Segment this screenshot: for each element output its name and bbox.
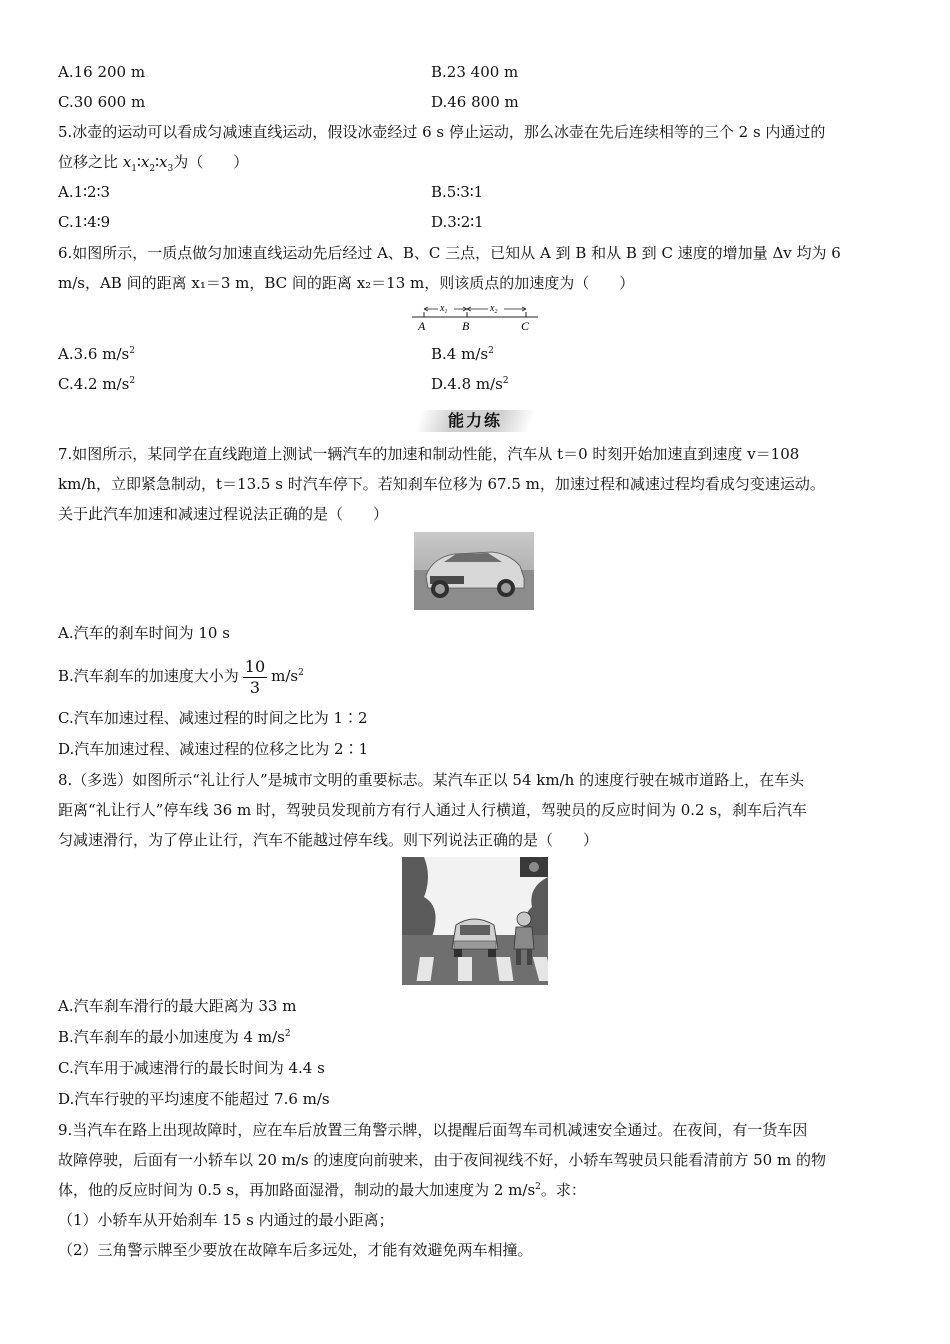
q5-options-row-2 [58,211,888,233]
q7-fraction: $\frac{10}{3}$ [244,656,266,697]
q5-stem-line-2: 位移之比 $x_1∶x_2∶x_3$为（ ） [58,153,249,174]
q9-stem-line-1: 9.当汽车在路上出现故障时，应在车后放置三角警示牌，以提醒后面驾车司机减速安全通过。在夜间，有一货车因 [58,1121,808,1139]
q4-options-row-1 [58,61,888,83]
q4-option-c: C.30 600 m [58,93,146,111]
q6-option-a: A.3.6 $m/s^2$ [58,345,135,363]
q7-option-b: B.汽车刹车的加速度大小为 $\frac{10}{3}$ $m/s^2$ [58,656,304,697]
q6-points-diagram [410,300,540,336]
q6-stem-line-1: 6.如图所示，一质点做匀加速直线运动先后经过 A、B、C 三点，已知从 A 到 B 和从 B 到 C 速度的增加量 Δv 均为 6 [58,244,841,262]
q7-option-a: A.汽车的刹车时间为 10 s [58,624,230,642]
q5-option-c: C.1∶4∶9 [58,213,111,231]
q6-label-x1: $x_1$ [440,303,448,315]
q5-option-d: D.3∶2∶1 [431,213,484,231]
q8-option-c: C.汽车用于减速滑行的最长时间为 4.4 s [58,1059,325,1077]
q8-option-a: A.汽车刹车滑行的最大距离为 33 m [58,997,297,1015]
q6-option-b: B.4 $m/s^2$ [431,345,494,363]
q7-option-d: D.汽车加速过程、减速过程的位移之比为 2∶1 [58,740,369,758]
q6-option-d: D.4.8 $m/s^2$ [431,375,509,393]
q8-option-d: D.汽车行驶的平均速度不能超过 7.6 m/s [58,1090,330,1108]
q6-label-b: B [462,319,470,333]
q5-option-a: A.1∶2∶3 [58,183,111,201]
q7-car-photo [414,532,534,610]
q6-options-row-2 [58,373,888,395]
q6-label-a: A [418,319,426,333]
q6-option-c: C.4.2 $m/s^2$ [58,375,136,393]
q8-stem-line-3: 匀减速滑行，为了停止让行，汽车不能越过停车线。则下列说法正确的是（ ） [58,831,599,849]
q8-stem-line-2: 距离“礼让行人”停车线 36 m 时，驾驶员发现前方有行人通过人行横道，驾驶员的反应时间为 0.2 s，刹车后汽车 [58,801,808,819]
q9-subquestion-1: （1）小轿车从开始刹车 15 s 内通过的最小距离； [58,1211,394,1229]
q5-options-row-1 [58,181,888,203]
section-header-ability: 能力练 [408,407,542,435]
q5-option-b: B.5∶3∶1 [431,183,484,201]
q8-crosswalk-illustration [402,857,548,985]
q7-stem-line-2: km/h，立即紧急制动，t＝13.5 s 时汽车停下。若知刹车位移为 67.5 m，加速过程和减速过程均看成匀变速运动。 [58,475,825,493]
q6-label-x2: $x_2$ [490,303,498,315]
q4-options-row-2 [58,91,888,113]
q6-stem-line-2: m/s，AB 间的距离 x₁＝3 m，BC 间的距离 x₂＝13 m，则该质点的加速度为（ ） [58,274,635,292]
q8-option-b: B.汽车刹车的最小加速度为 4 $m/s^2$ [58,1028,291,1046]
q6-label-c: C [521,319,530,333]
q8-stem-line-1: 8.（多选）如图所示“礼让行人”是城市文明的重要标志。某汽车正以 54 km/h 的速度行驶在城市道路上，在车头 [58,771,805,789]
q9-stem-line-2: 故障停驶，后面有一小轿车以 20 m/s 的速度向前驶来，由于夜间视线不好，小轿车驾驶员只能看清前方 50 m 的物 [58,1151,826,1169]
q5-stem-line-1: 5.冰壶的运动可以看成匀减速直线运动，假设冰壶经过 6 s 停止运动，那么冰壶在先后连续相等的三个 2 s 内通过的 [58,123,826,141]
q7-stem-line-3: 关于此汽车加速和减速过程说法正确的是（ ） [58,505,389,523]
q9-stem-line-3: 体，他的反应时间为 0.5 s，再加路面湿滑，制动的最大加速度为 2 $m/s^2$。求： [58,1181,586,1199]
q9-subquestion-2: （2）三角警示牌至少要放在故障车后多远处，才能有效避免两车相撞。 [58,1241,533,1259]
q6-options-row-1 [58,343,888,365]
q4-option-d: D.46 800 m [431,93,519,111]
q7-stem-line-1: 7.如图所示，某同学在直线跑道上测试一辆汽车的加速和制动性能，汽车从 t＝0 时刻开始加速直到速度 v＝108 [58,445,800,463]
q7-option-c: C.汽车加速过程、减速过程的时间之比为 1∶2 [58,709,368,727]
q4-option-b: B.23 400 m [431,63,519,81]
q4-option-a: A.16 200 m [58,63,146,81]
